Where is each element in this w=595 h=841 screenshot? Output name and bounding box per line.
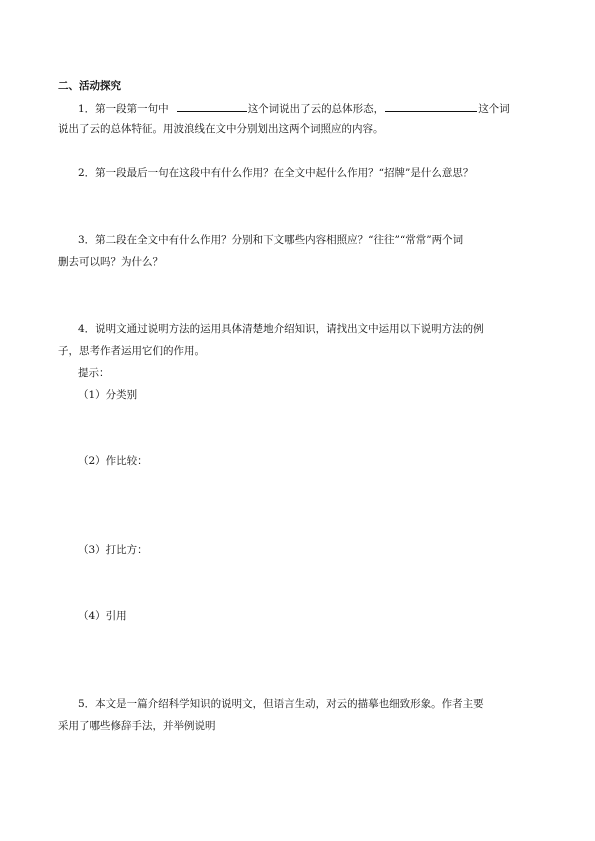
method-item-3: （3）打比方： (78, 544, 148, 556)
question-5-line-2: 采用了哪些修辞手法，并举例说明 (58, 720, 216, 732)
method-item-4: （4）引用 (78, 610, 127, 622)
question-4-line-1: 4．说明文通过说明方法的运用具体清楚地介绍知识，请找出文中运用以下说明方法的例 (78, 323, 484, 335)
question-1-line-2: 说出了云的总体特征。用波浪线在文中分别划出这两个词照应的内容。 (58, 123, 384, 135)
question-1-text-b: 这个词说出了云的总体形态， (247, 103, 385, 115)
question-1-text-c: 这个词 (478, 103, 510, 115)
section-title: 二、活动探究 (58, 80, 121, 92)
question-2: 2．第一段最后一句在这段中有什么作用？在全文中起什么作用？“招牌”是什么意思？ (78, 167, 474, 179)
question-1-text-a: 1．第一段第一句中 (78, 103, 169, 115)
hint-label: 提示： (78, 367, 110, 379)
question-3-line-2: 删去可以吗？为什么？ (58, 256, 163, 268)
question-3-line-1: 3．第二段在全文中有什么作用？分别和下文哪些内容相照应？“往往”“常常”两个词 (78, 234, 464, 246)
question-5-line-1: 5．本文是一篇介绍科学知识的说明文，但语言生动，对云的描摹也细致形象。作者主要 (78, 698, 484, 710)
answer-blank-2[interactable] (385, 100, 477, 112)
question-4-line-2: 子，思考作者运用它们的作用。 (58, 345, 205, 357)
question-1-line-1 (78, 100, 510, 116)
method-item-1: （1）分类别 (78, 389, 138, 401)
method-item-2: （2）作比较： (78, 455, 148, 467)
answer-blank-1[interactable] (177, 100, 247, 112)
